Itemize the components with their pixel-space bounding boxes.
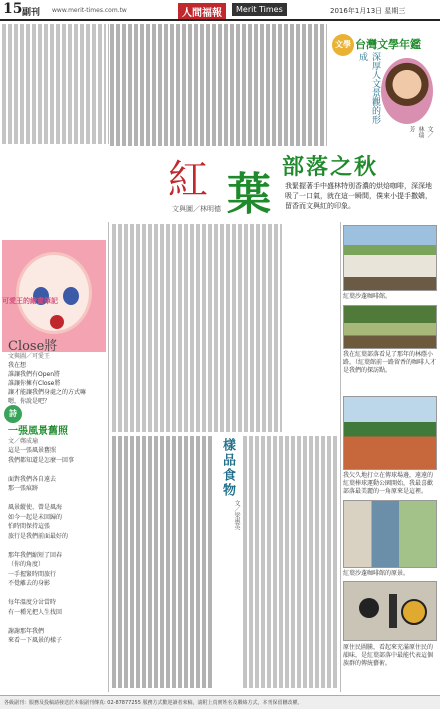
page-number: 15 — [3, 1, 23, 17]
poem-body: 這是一張風景舊照 我們都知道是怎麼一回事 面對我們各自遠去 那一張痕跡 風景縱使、曾是風海 如今一起是未回歸的 怕時間保持這張 旅行是我們前面最好的 那年我們縮短了回春 （你的角度） 一手握緊時間旅行 不覺離去的身影 每年溫度分岔當時 有一種光把人生找回 謝謝那年我們 來看一下風景的樣子 — [8, 447, 75, 644]
photo-caption: 紅葉沙蓬咖啡館的原景。 — [343, 570, 410, 577]
literature-author: 文／林瑞芳 — [408, 126, 433, 138]
masthead-english: Merit Times — [232, 3, 287, 16]
totem-art — [344, 582, 437, 641]
masthead-logo: 人間福報 — [178, 3, 226, 20]
top-article-left — [2, 24, 106, 144]
photo-caption: 紅葉沙蓬咖啡館。 — [343, 293, 392, 300]
mouth — [50, 315, 64, 329]
photo-caption: 我欠久地打立在傳球場邊，遠遠的紅葉棒球運動公園開始，我最喜歡部落最美麗的一角原來是這裡。 — [343, 472, 434, 495]
feature-column-2 — [112, 436, 212, 688]
poem-author: 文／鄭成瑜 — [8, 438, 39, 445]
photo-caption: 原住民圖騰，看起來充滿原住民的韻味，是紅葉部落中最能代表這個族群的傳統藝術。 — [343, 644, 434, 667]
photo-baseball-field — [343, 396, 437, 470]
feature-title-green: 葉 — [227, 169, 271, 220]
food-title: 樣品食物 — [220, 438, 235, 498]
illustration-label: 可愛王的繪畫筆記 — [2, 297, 58, 305]
taiwan-literature-box — [329, 22, 437, 142]
literature-subtitle: 深厚人文景觀的形成 — [357, 52, 380, 124]
photo-caption: 我在紅葉部落看見了那年的林蔭小路，（紅葉館前一路留香的咖啡人才是我們的探訪點。 — [343, 351, 437, 374]
photo-totem — [343, 581, 437, 641]
poem-title: 一張風景舊照 — [8, 426, 68, 437]
photo-cafe-interior — [343, 500, 437, 568]
right-eye — [63, 287, 79, 305]
close-author: 文與圖／可愛王 — [8, 353, 51, 360]
feature-column-3 — [243, 436, 339, 688]
issue-date: 2016年1月13日 星期三 — [330, 7, 406, 15]
child-face — [16, 252, 92, 334]
column-divider — [326, 24, 327, 146]
column-divider — [108, 24, 109, 144]
column-divider — [108, 222, 109, 692]
column-divider — [340, 222, 341, 692]
section-name: 副刊 — [22, 8, 41, 18]
feature-column-1 — [112, 224, 282, 432]
photo-cafe — [343, 225, 437, 291]
feature-byline: 文與圖／林明德 — [172, 205, 221, 213]
footer-note: 各級副刊：服務及投稿請發送於本報副刊傳真: 02-87877255 服務方式歡迎讀者來稿，請附上真實姓名及聯絡方式，本刊保留刪改權。 — [0, 695, 440, 709]
close-title: Close將 — [8, 339, 58, 354]
close-poem: 我在想 誰讓我們有Open將 誰讓你擁有Close將 讓才能讓我們身處之的方式嘛 嗯，你說是吧？ — [8, 362, 87, 405]
feature-lead: 我緊握著手中盛林特別香濃的烘焙咖啡，深深地吸了一口氣，就在這一瞬間，僕來小提手撒嬌，留香而文與紅的印象。 — [285, 182, 432, 210]
feature-title-rest: 部落之秋 — [282, 155, 379, 180]
literature-badge: 文學 — [332, 34, 354, 56]
literature-title: 台灣文學年鑑 — [355, 38, 421, 51]
food-author: 文／梁惠英 — [233, 500, 240, 530]
photo-garden-path — [343, 305, 437, 349]
author-portrait — [381, 58, 433, 124]
poem-badge: 詩 — [4, 405, 22, 423]
top-article-middle — [110, 24, 324, 146]
header-rule — [0, 19, 440, 21]
feature-title-red: 紅 — [168, 157, 214, 203]
site-url: www.merit-times.com.tw — [52, 7, 127, 14]
